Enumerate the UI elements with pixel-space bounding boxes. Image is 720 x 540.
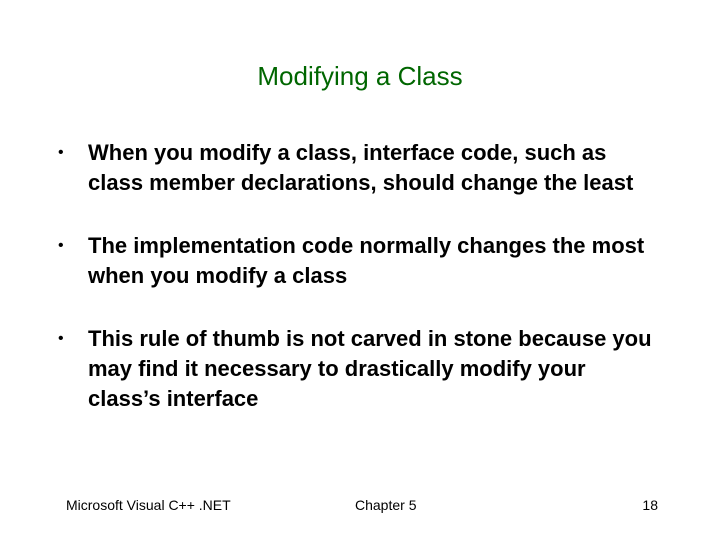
bullet-dot-icon: • — [58, 330, 64, 347]
bullet-item — [58, 324, 658, 414]
footer-page-number: 18 — [642, 497, 658, 513]
footer-chapter: Chapter 5 — [355, 497, 417, 513]
slide-title: Modifying a Class — [257, 61, 463, 91]
bullet-text: The implementation code normally changes the most when you modify a class — [88, 233, 645, 288]
bullet-text: This rule of thumb is not carved in stone because you may find it necessary to drastically modify your class’s interface — [88, 326, 652, 411]
bullet-item — [58, 231, 658, 291]
bullet-dot-icon: • — [58, 144, 64, 161]
bullet-item — [58, 138, 658, 198]
bullet-text: When you modify a class, interface code, such as class member declarations, should change the least — [88, 140, 634, 195]
bullet-dot-icon: • — [58, 237, 64, 254]
bullet-list — [58, 138, 658, 447]
footer-course-name: Microsoft Visual C++ .NET — [66, 497, 231, 513]
